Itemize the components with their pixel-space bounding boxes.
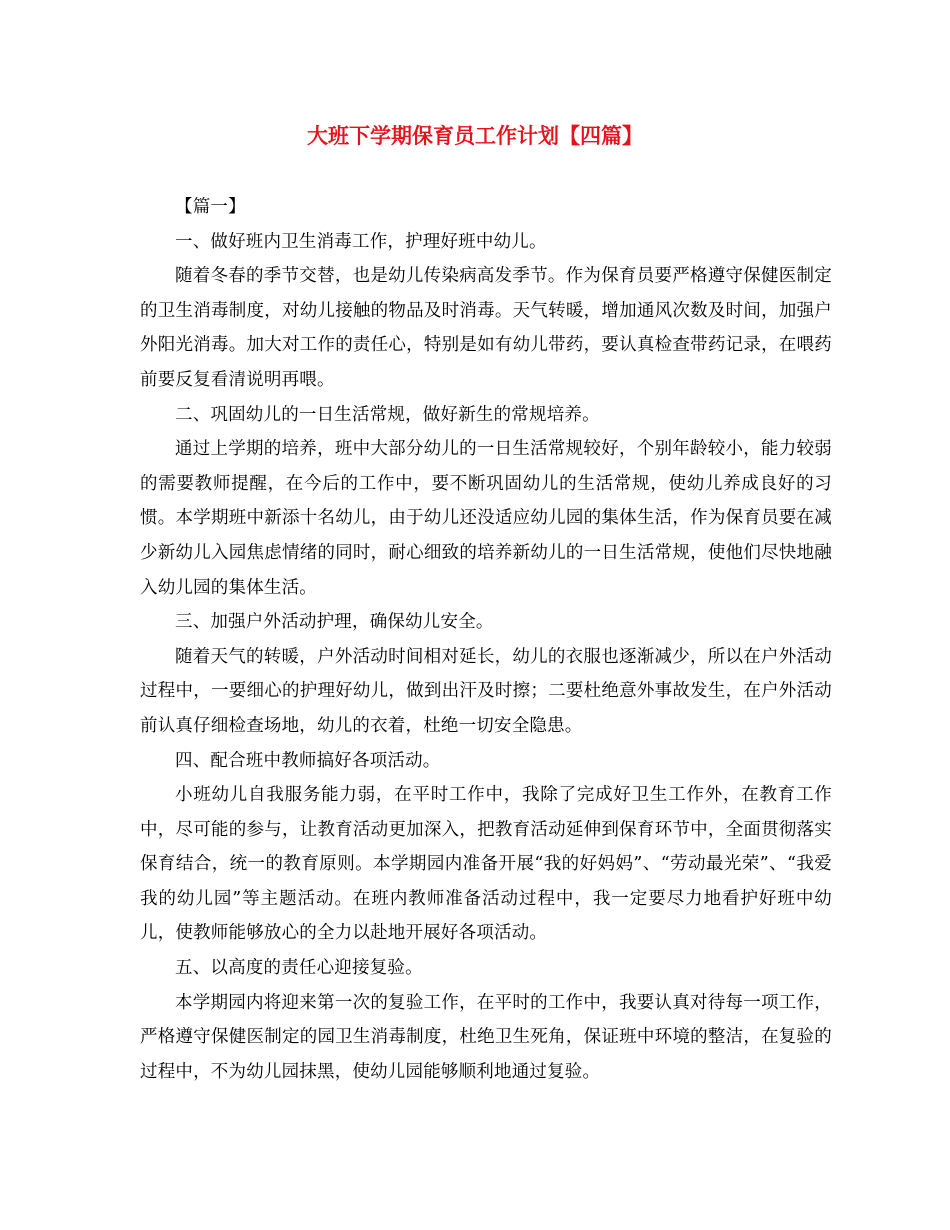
item-heading: 三、加强户外活动护理，确保幼儿安全。	[175, 612, 494, 633]
item-heading: 五、以高度的责任心迎接复验。	[175, 958, 423, 979]
body-paragraph: 随着冬春的季节交替，也是幼儿传染病高发季节。作为保育员要严格遵守保健医制定的卫生消毒制度，对幼儿接触的物品及时消毒。天气转暖，增加通风次数及时间，加强户外阳光消毒。加大对工作的责任心，特别是如有幼儿带药，要认真检查带药记录，在喂药前要反复看清说明再喂。	[140, 266, 832, 390]
item-heading: 一、做好班内卫生消毒工作，护理好班中幼儿。	[175, 231, 547, 252]
body-paragraph: 小班幼儿自我服务能力弱，在平时工作中，我除了完成好卫生工作外，在教育工作中，尽可能的参与，让教育活动更加深入，把教育活动延伸到保育环节中，全面贯彻落实保育结合，统一的教育原则。本学期园内准备开展“我的好妈妈”、“劳动最光荣”、“我爱我的幼儿园”等主题活动。在班内教师准备活动过程中，我一定要尽力地看护好班中幼儿，使教师能够放心的全力以赴地开展好各项活动。	[140, 785, 832, 944]
body-paragraph: 通过上学期的培养，班中大部分幼儿的一日生活常规较好，个别年龄较小，能力较弱的需要教师提醒，在今后的工作中，要不断巩固幼儿的生活常规，使幼儿养成良好的习惯。本学期班中新添十名幼儿，由于幼儿还没适应幼儿园的集体生活，作为保育员要在减少新幼儿入园焦虑情绪的同时，耐心细致的培养新幼儿的一日生活常规，使他们尽快地融入幼儿园的集体生活。	[140, 439, 832, 598]
section-heading: 【篇一】	[175, 197, 246, 217]
item-heading: 四、配合班中教师搞好各项活动。	[175, 750, 441, 771]
document-title: 大班下学期保育员工作计划【四篇】	[307, 123, 643, 148]
body-paragraph: 本学期园内将迎来第一次的复验工作，在平时的工作中，我要认真对待每一项工作，严格遵守保健医制定的园卫生消毒制度，杜绝卫生死角，保证班中环境的整洁，在复验的过程中，不为幼儿园抹黑，使幼儿园能够顺利地通过复验。	[140, 992, 832, 1082]
body-paragraph: 随着天气的转暖，户外活动时间相对延长，幼儿的衣服也逐渐减少，所以在户外活动过程中，一要细心的护理好幼儿，做到出汗及时擦；二要杜绝意外事故发生，在户外活动前认真仔细检查场地，幼儿的衣着，杜绝一切安全隐患。	[140, 646, 832, 736]
item-heading: 二、巩固幼儿的一日生活常规，做好新生的常规培养。	[175, 404, 600, 425]
document-body	[140, 190, 832, 1089]
